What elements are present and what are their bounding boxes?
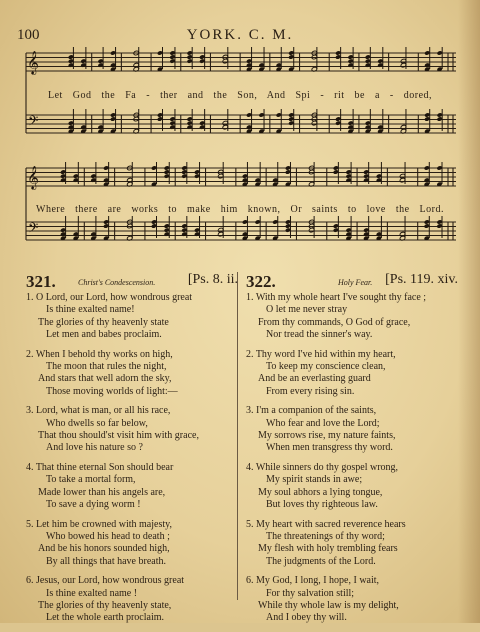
stanza-line: 4. That thine eternal Son should bear xyxy=(26,461,174,473)
hymn-header xyxy=(26,272,238,292)
stanza-line: Made lower than his angels are, xyxy=(38,486,166,498)
stanza-line: The threatenings of thy word; xyxy=(266,530,385,542)
stanza-line: O let me never stray xyxy=(266,304,348,316)
stanza-line: By all things that have breath. xyxy=(46,555,166,567)
hymn-321 xyxy=(26,272,238,632)
stanza xyxy=(26,405,238,455)
stanza-line: Who fear and love the Lord; xyxy=(266,417,380,429)
stanza-line: The glories of thy heavenly state xyxy=(38,316,169,328)
stanza-line: My flesh with holy trembling fears xyxy=(258,543,398,555)
stanza-line: And I obey thy will. xyxy=(266,612,347,624)
stanza-line: For thy salvation still; xyxy=(266,587,355,599)
stanza xyxy=(26,575,238,625)
stanza-line: Those moving worlds of light:— xyxy=(46,385,178,397)
stanza-line: While thy whole law is my delight, xyxy=(258,599,399,611)
stanza xyxy=(246,405,458,455)
stanza xyxy=(246,519,458,569)
stanza-line: 4. While sinners do thy gospel wrong, xyxy=(246,461,399,473)
hymn-header xyxy=(246,272,458,292)
stanza-line: Is thine exalted name! xyxy=(46,304,135,316)
hymn-number: 322. xyxy=(246,272,276,291)
stanza-line: Who dwells so far below, xyxy=(46,417,148,429)
psalm-reference: [Ps. 8. ii. xyxy=(187,272,238,287)
stanza-line: Let men and babes proclaim. xyxy=(46,329,162,341)
stanza-line: To keep my conscience clean, xyxy=(266,361,386,373)
stanza-line: 1. With my whole heart I've sought thy face ; xyxy=(246,292,427,303)
stanza xyxy=(246,349,458,399)
bass-clef-icon: 𝄢 xyxy=(28,113,39,132)
stanza-line: And be his honors sounded high, xyxy=(38,543,170,555)
stanza-line: My spirit stands in awe; xyxy=(266,474,363,486)
stanza-list xyxy=(246,292,458,625)
page-number: 100 xyxy=(17,27,40,43)
stanza-line: That thou should'st visit him with grace, xyxy=(38,430,199,442)
tune-title: YORK. C. M. xyxy=(186,27,294,43)
stanza-line: Let the whole earth proclaim. xyxy=(46,612,165,624)
stanza xyxy=(26,292,238,342)
stanza-line: My sorrows rise, my nature faints, xyxy=(258,430,396,442)
stanza-line: And be an everlasting guard xyxy=(258,373,371,385)
stanza-line: 1. O Lord, our Lord, how wondrous great xyxy=(26,292,193,303)
stanza xyxy=(26,349,238,399)
stanza-line: To take a mortal form, xyxy=(46,474,136,486)
bass-clef-icon: 𝄢 xyxy=(28,220,39,239)
stanza-line: And stars that well adorn the sky, xyxy=(38,373,172,385)
stanza-line: The glories of thy heavenly state, xyxy=(38,599,172,611)
stanza-line: The moon that rules the night, xyxy=(46,361,167,373)
lyric-line-1: Let God the Fa - ther and the Son, And Spi - rit be a - dored, xyxy=(47,90,433,101)
psalm-reference: [Ps. 119. xiv. xyxy=(385,272,458,287)
hymn-number: 321. xyxy=(26,272,56,291)
stanza-line: 2. Thy word I've hid within my heart, xyxy=(246,348,396,360)
treble-clef-icon: 𝄞 xyxy=(27,50,39,74)
stanza-line: From thy commands, O God of grace, xyxy=(258,316,411,328)
stanza-line: The judgments of the Lord. xyxy=(266,555,376,567)
treble-clef-icon: 𝄞 xyxy=(27,165,39,189)
hymn-subtitle: Holy Fear. xyxy=(338,278,373,287)
stanza-line: 5. Let him be crowned with majesty, xyxy=(26,518,172,530)
lyric-line-2: Where there are works to make him known, Or saints to love the Lord. xyxy=(36,204,444,215)
stanza xyxy=(246,462,458,512)
stanza-list xyxy=(26,292,238,625)
stanza-line: From every rising sin. xyxy=(266,385,355,397)
stanza-line: 2. When I behold thy works on high, xyxy=(26,348,173,360)
stanza-line: 3. Lord, what is man, or all his race, xyxy=(26,405,171,417)
stanza xyxy=(246,575,458,625)
stanza-line: Who bowed his head to death ; xyxy=(46,530,170,542)
stanza-line: 5. My heart with sacred reverence hears xyxy=(246,518,406,530)
stanza-line: 6. My God, I long, I hope, I wait, xyxy=(246,575,380,587)
stanza-line: My soul abhors a lying tongue, xyxy=(258,486,383,498)
stanza-line: 3. I'm a companion of the saints, xyxy=(246,405,377,417)
stanza-line: 6. Jesus, our Lord, how wondrous great xyxy=(26,575,185,587)
stanza-line: And love his nature so ? xyxy=(46,442,143,454)
stanza-line: But loves thy righteous law. xyxy=(266,499,378,511)
hymn-322 xyxy=(246,272,458,632)
stanza xyxy=(26,519,238,569)
stanza xyxy=(246,292,458,342)
music-notation xyxy=(0,0,480,270)
stanza-line: When men transgress thy word. xyxy=(266,442,393,454)
hymn-subtitle: Christ's Condescension. xyxy=(78,278,156,287)
stanza xyxy=(26,462,238,512)
stanza-line: Is thine exalted name ! xyxy=(46,587,138,599)
stanza-line: Nor tread the sinner's way. xyxy=(266,329,373,341)
stanza-line: To save a dying worm ! xyxy=(46,499,141,511)
